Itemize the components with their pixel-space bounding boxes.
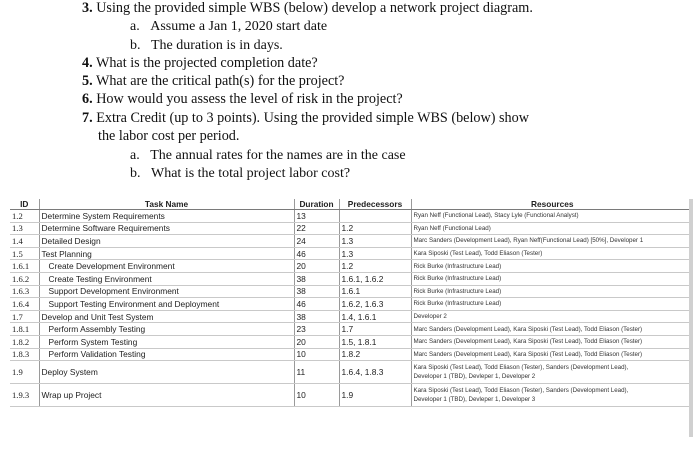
table-row	[10, 361, 693, 384]
resources-line: Rick Burke (Infrastructure Lead)	[413, 275, 502, 283]
question-6: 6. How would you assess the level of risk in the project?	[82, 91, 403, 107]
cell-task-name: Determine Software Requirements	[39, 222, 294, 235]
cell-duration: 38	[294, 272, 339, 285]
cell-duration: 46	[294, 247, 339, 260]
cell-duration: 22	[294, 222, 339, 235]
cell-id: 1.3	[10, 222, 39, 235]
cell-predecessors: 1.6.4, 1.8.3	[339, 361, 411, 384]
cell-task-name: Create Development Environment	[39, 260, 294, 273]
cell-predecessors	[339, 210, 411, 223]
cell-id: 1.4	[10, 235, 39, 248]
cell-task-name: Perform Validation Testing	[39, 348, 294, 361]
header-id: ID	[10, 199, 39, 210]
cell-resources	[411, 348, 693, 361]
cell-predecessors: 1.6.1	[339, 285, 411, 298]
table-header-row	[10, 199, 693, 210]
cell-resources	[411, 323, 693, 336]
resources-line: Rick Burke (Infrastructure Lead)	[413, 262, 502, 270]
cell-resources	[411, 222, 693, 235]
cell-predecessors: 1.3	[339, 235, 411, 248]
cell-resources	[411, 361, 693, 384]
cell-resources	[411, 310, 693, 323]
question-7b: b. What is the total project labor cost?	[130, 166, 351, 181]
cell-id: 1.6.2	[10, 272, 39, 285]
cell-duration: 38	[294, 285, 339, 298]
resources-line: Developer 1 (TBD), Devleper 1, Developer 3	[413, 396, 536, 404]
table-right-border	[689, 199, 693, 437]
table-row	[10, 298, 693, 311]
question-7-continued: the labor cost per period.	[98, 128, 240, 144]
cell-resources	[411, 260, 693, 273]
cell-duration: 23	[294, 323, 339, 336]
cell-duration: 46	[294, 298, 339, 311]
question-4: 4. What is the projected completion date?	[82, 55, 318, 71]
cell-predecessors: 1.7	[339, 323, 411, 336]
header-duration: Duration	[294, 199, 339, 210]
table-row	[10, 348, 693, 361]
cell-duration: 10	[294, 348, 339, 361]
question-3b: b. The duration is in days.	[130, 38, 283, 53]
table-row	[10, 335, 693, 348]
table-row	[10, 222, 693, 235]
cell-predecessors: 1.2	[339, 222, 411, 235]
cell-task-name: Support Testing Environment and Deployment	[39, 298, 294, 311]
cell-predecessors: 1.5, 1.8.1	[339, 335, 411, 348]
cell-id: 1.8.2	[10, 335, 39, 348]
cell-task-name: Wrap up Project	[39, 384, 294, 407]
cell-duration: 24	[294, 235, 339, 248]
question-7a: a. The annual rates for the names are in the case	[130, 148, 406, 163]
cell-predecessors: 1.6.1, 1.6.2	[339, 272, 411, 285]
cell-task-name: Support Development Environment	[39, 285, 294, 298]
resources-line: Kara Siposki (Test Lead), Todd Eliason (Tester), Sanders (Development Lead),	[413, 387, 629, 395]
table-row	[10, 272, 693, 285]
cell-resources	[411, 272, 693, 285]
cell-predecessors: 1.6.2, 1.6.3	[339, 298, 411, 311]
cell-duration: 20	[294, 260, 339, 273]
cell-task-name: Determine System Requirements	[39, 210, 294, 223]
cell-id: 1.2	[10, 210, 39, 223]
cell-resources	[411, 285, 693, 298]
cell-resources	[411, 235, 693, 248]
cell-duration: 20	[294, 335, 339, 348]
cell-duration: 38	[294, 310, 339, 323]
table-row	[10, 235, 693, 248]
table-row	[10, 384, 693, 407]
cell-duration: 11	[294, 361, 339, 384]
table-body	[10, 210, 693, 407]
resources-line: Marc Sanders (Development Lead), Kara Siposki (Test Lead), Todd Eliason (Tester)	[413, 350, 643, 358]
cell-predecessors: 1.9	[339, 384, 411, 407]
header-resources: Resources	[411, 199, 693, 210]
question-7: 7. Extra Credit (up to 3 points). Using the provided simple WBS (below) show	[82, 110, 529, 126]
resources-line: Developer 1 (TBD), Devleper 1, Developer 2	[413, 373, 536, 381]
resources-line: Developer 2	[413, 313, 447, 321]
header-task-name: Task Name	[39, 199, 294, 210]
cell-predecessors: 1.4, 1.6.1	[339, 310, 411, 323]
resources-line: Kara Siposki (Test Lead), Todd Eliason (Tester)	[413, 250, 543, 258]
cell-task-name: Develop and Unit Test System	[39, 310, 294, 323]
cell-resources	[411, 335, 693, 348]
resources-line: Kara Siposki (Test Lead), Todd Eliason (Tester), Sanders (Development Lead),	[413, 364, 629, 372]
cell-resources	[411, 210, 693, 223]
question-3a: a. Assume a Jan 1, 2020 start date	[130, 19, 328, 34]
resources-line: Marc Sanders (Development Lead), Kara Siposki (Test Lead), Todd Eliason (Tester)	[413, 325, 643, 333]
cell-id: 1.8.3	[10, 348, 39, 361]
table-row	[10, 323, 693, 336]
resources-line: Rick Burke (Infrastructure Lead)	[413, 300, 502, 308]
cell-id: 1.6.4	[10, 298, 39, 311]
cell-task-name: Deploy System	[39, 361, 294, 384]
header-predecessors: Predecessors	[339, 199, 411, 210]
table-row	[10, 285, 693, 298]
cell-predecessors: 1.3	[339, 247, 411, 260]
resources-line: Marc Sanders (Development Lead), Ryan Neff(Functional Lead) [50%], Developer 1	[413, 237, 644, 245]
cell-id: 1.7	[10, 310, 39, 323]
resources-line: Ryan Neff (Functional Lead), Stacy Lyle (Functional Analyst)	[413, 212, 579, 220]
cell-task-name: Perform Assembly Testing	[39, 323, 294, 336]
cell-id: 1.9.3	[10, 384, 39, 407]
table-row	[10, 247, 693, 260]
question-5: 5. What are the critical path(s) for the project?	[82, 73, 345, 89]
table-row	[10, 310, 693, 323]
cell-id: 1.6.3	[10, 285, 39, 298]
table-row	[10, 210, 693, 223]
question-3: 3. Using the provided simple WBS (below) develop a network project diagram.	[82, 0, 533, 16]
cell-id: 1.5	[10, 247, 39, 260]
cell-id: 1.6.1	[10, 260, 39, 273]
cell-resources	[411, 384, 693, 407]
cell-task-name: Test Planning	[39, 247, 294, 260]
cell-predecessors: 1.2	[339, 260, 411, 273]
cell-task-name: Detailed Design	[39, 235, 294, 248]
resources-line: Marc Sanders (Development Lead), Kara Siposki (Test Lead), Todd Eliason (Tester)	[413, 338, 643, 346]
cell-task-name: Perform System Testing	[39, 335, 294, 348]
table-row	[10, 260, 693, 273]
wbs-table-container	[10, 199, 693, 407]
resources-line: Rick Burke (Infrastructure Lead)	[413, 287, 502, 295]
cell-resources	[411, 247, 693, 260]
cell-predecessors: 1.8.2	[339, 348, 411, 361]
cell-duration: 10	[294, 384, 339, 407]
wbs-table	[10, 199, 693, 407]
cell-resources	[411, 298, 693, 311]
cell-task-name: Create Testing Environment	[39, 272, 294, 285]
cell-id: 1.8.1	[10, 323, 39, 336]
cell-id: 1.9	[10, 361, 39, 384]
resources-line: Ryan Neff (Functional Lead)	[413, 224, 491, 232]
cell-duration: 13	[294, 210, 339, 223]
